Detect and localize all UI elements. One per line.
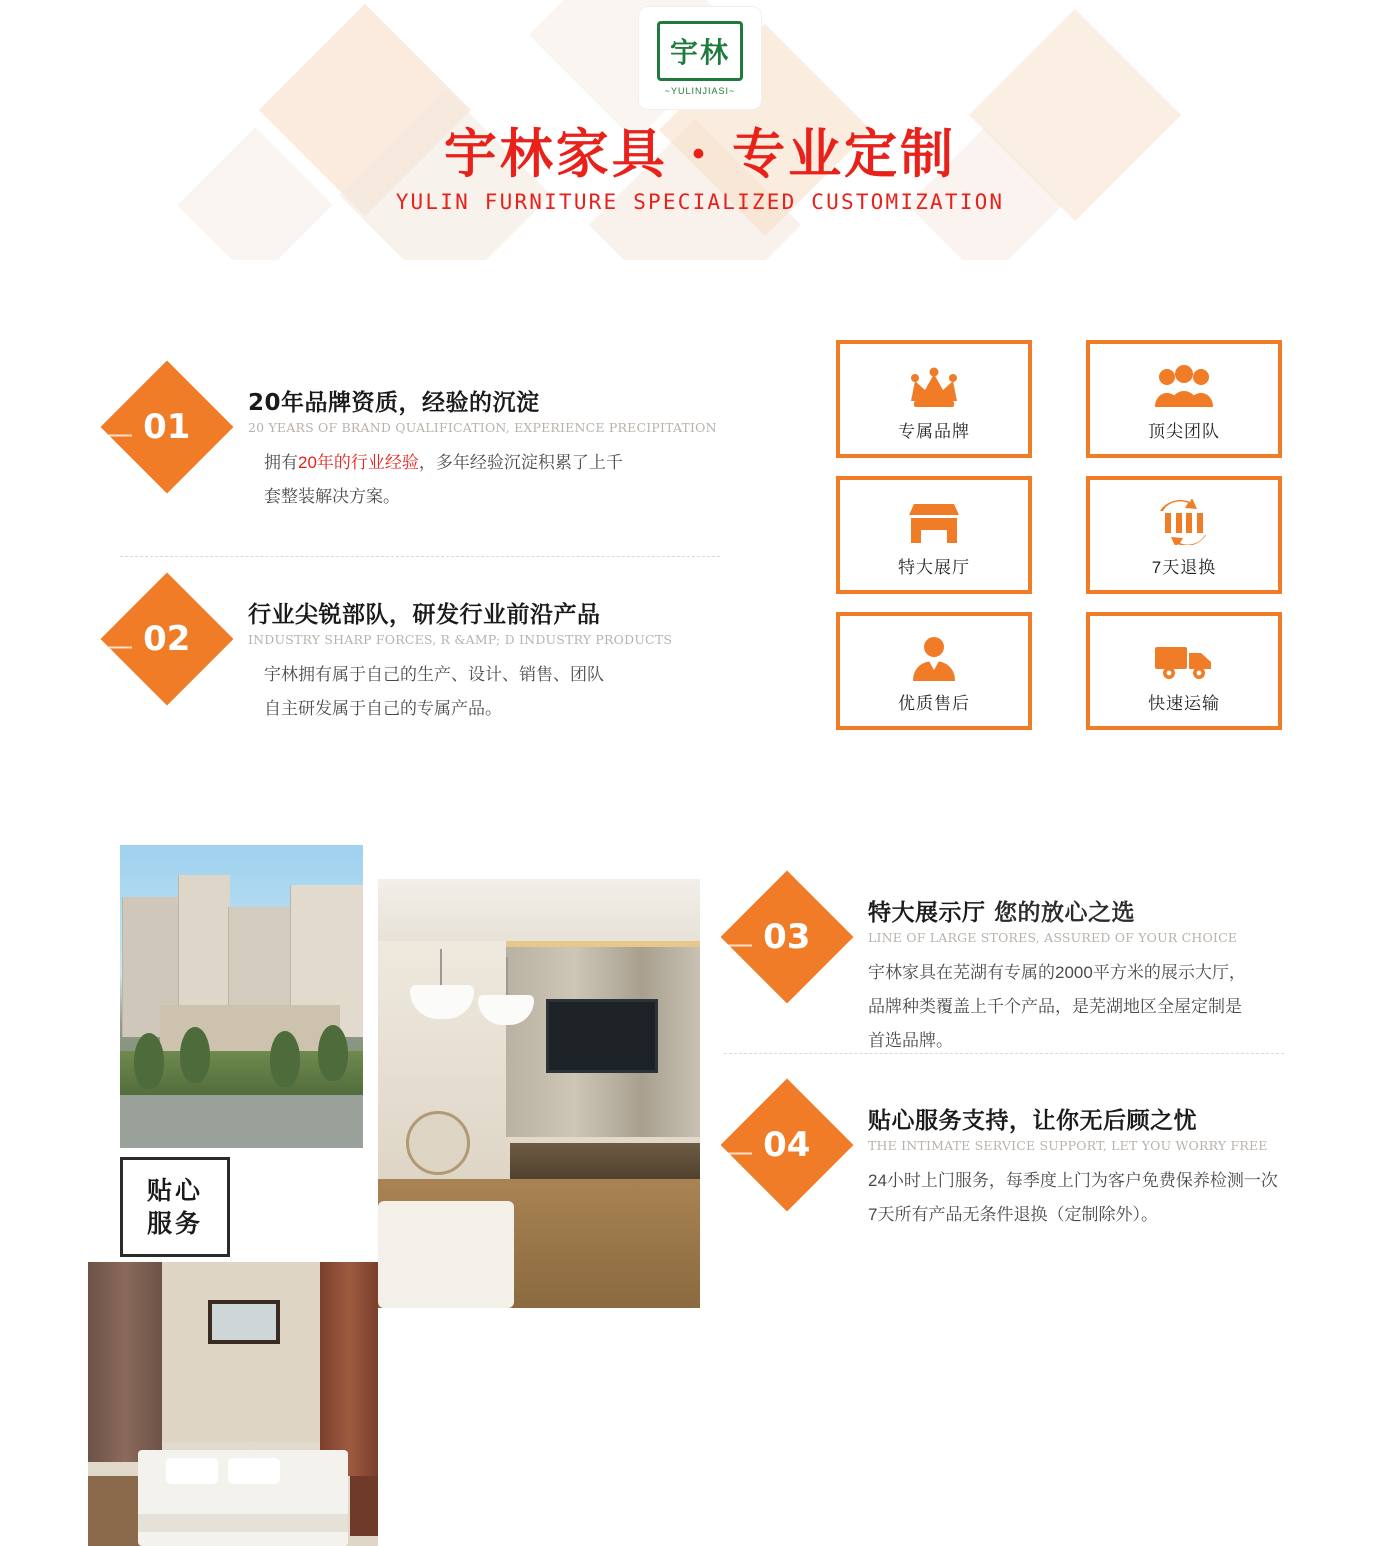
return-icon [1155,493,1213,545]
feature-body-line2-01: 套整装解决方案。 [264,487,400,506]
feature-body-line1-02: 宇林拥有属于自己的生产、设计、销售、团队 [264,665,604,684]
feature-body-line3-03: 首选品牌。 [868,1031,953,1050]
feature-title-02: 行业尖锐部队，研发行业前沿产品 [248,602,601,628]
feature-number-03: 03 [763,916,811,957]
feature-body-line2-04: 7天所有产品无条件退换（定制除外）。 [868,1205,1158,1224]
advantage-card-brand[interactable] [836,340,1032,458]
feature-block-01 [120,380,760,514]
feature-number-badge-04 [721,1079,854,1212]
crown-icon [906,357,962,409]
service-tile-line-2: 服务 [146,1209,203,1238]
feature-title-rest-03: 您的放心之选 [994,900,1136,926]
feature-body-line1-03: 宇林家具在芜湖有专属的2000平方米的展示大厅， [868,963,1246,982]
feature-body-prefix-01: 拥有 [264,453,298,472]
feature-body-03 [868,956,1246,1058]
feature-body-line2-03: 品牌种类覆盖上千个产品，是芜湖地区全屋定制是 [868,997,1242,1016]
advantage-card-team[interactable] [1086,340,1282,458]
service-text-tile [120,1157,230,1257]
feature-title-04: 贴心服务支持，让你无后顾之忧 [868,1108,1197,1134]
advantage-card-returns[interactable] [1086,476,1282,594]
feature-block-03 [740,890,1360,1058]
feature-title-03 [868,894,1246,927]
feature-number-01: 01 [143,406,191,447]
feature-divider-1 [120,556,720,557]
feature-block-04 [740,1098,1360,1232]
feature-block-02 [120,592,760,726]
bedroom-photo [88,1262,378,1546]
service-tile-line-1: 贴心 [146,1176,203,1205]
page-header [0,0,1400,260]
building-exterior-photo [120,845,363,1148]
feature-body-01 [248,446,717,514]
truck-icon [1153,629,1215,681]
logo-subtext: ~YULINJIASI~ [664,85,736,96]
living-room-photo [378,879,700,1308]
feature-subtitle-en-02: INDUSTRY SHARP FORCES, R &AMP; D INDUSTRY PRODUCTS [248,632,673,647]
feature-subtitle-en-03: LINE OF LARGE STORES, ASSURED OF YOUR CHOICE [868,930,1238,945]
feature-number-badge-02 [101,573,234,706]
feature-number-04: 04 [763,1124,811,1165]
store-icon [905,493,963,545]
feature-number-badge-01 [101,361,234,494]
feature-body-line2-02: 自主研发属于自己的专属产品。 [264,699,502,718]
feature-subtitle-en-04: THE INTIMATE SERVICE SUPPORT, LET YOU WORRY FREE [868,1138,1268,1153]
feature-body-line1-04: 24小时上门服务，每季度上门为客户免费保养检测一次 [868,1171,1278,1190]
feature-body-highlight-01: 20年的行业经验 [298,453,419,472]
advantage-icon-grid [836,340,1282,730]
advantage-card-shipping[interactable] [1086,612,1282,730]
feature-number-02: 02 [143,618,191,659]
feature-title-bold-03: 特大展示厅 [868,900,986,926]
page-title: 宇林家具 · 专业定制 [443,123,957,185]
feature-divider-2 [724,1053,1284,1054]
advantage-card-label-team: 顶尖团队 [1148,421,1220,441]
team-icon [1153,357,1215,409]
advantage-card-label-showroom: 特大展厅 [898,557,970,577]
logo-mark: 宇林 [657,21,743,81]
advantage-card-aftersales[interactable] [836,612,1032,730]
service-agent-icon [907,629,961,681]
feature-body-suffix-01: ，多年经验沉淀积累了上千 [418,453,623,472]
feature-title-01: 20年品牌资质，经验的沉淀 [248,390,540,416]
advantage-card-label-brand: 专属品牌 [898,421,970,441]
feature-body-04 [868,1164,1278,1232]
feature-body-02 [248,658,672,726]
page-subtitle: YULIN FURNITURE SPECIALIZED CUSTOMIZATION [395,190,1005,214]
feature-subtitle-en-01: 20 YEARS OF BRAND QUALIFICATION, EXPERIENCE PRECIPITATION [248,420,717,435]
advantage-card-label-aftersales: 优质售后 [898,693,970,713]
feature-number-badge-03 [721,871,854,1004]
advantage-card-label-shipping: 快速运输 [1148,693,1220,713]
advantage-card-showroom[interactable] [836,476,1032,594]
advantage-card-label-returns: 7天退换 [1151,557,1217,577]
brand-logo [638,6,762,110]
